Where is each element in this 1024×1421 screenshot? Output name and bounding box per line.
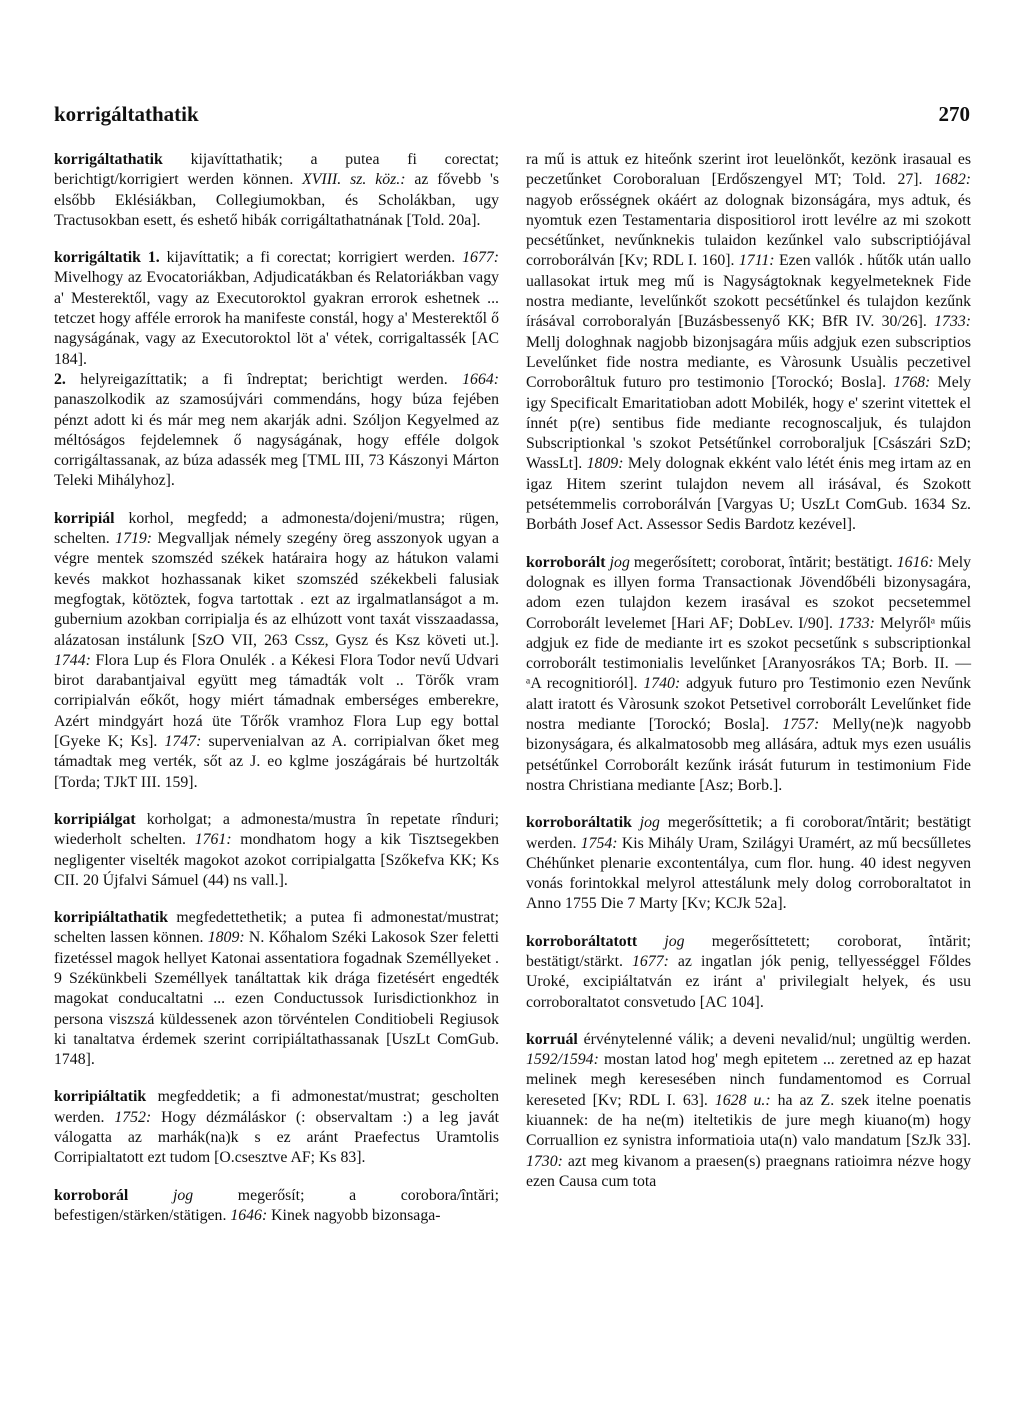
citation-text: Flora Lup és Flora Onulék . a Kékesi Flora Todor nevű Udvari birot darabantjaival együtt meg támadták volt .. Törők vram corripialván eőkőt, hogy miért támadnak emberséges emberekre, Azért mindgyárt hozá üte Tőrők vramhoz Flora Lup egy bottal [Gyeke K; Ks]. (54, 651, 499, 751)
entry-korroboralt (526, 553, 971, 797)
entry-text (526, 813, 971, 914)
citation-text: az fővebb 's elsőbb Eklésiákban, Collegiumokban, és Scholákban, ugy Tractusokban esett, és eshető hibák corrigáltathatnának [Told. 20a]. (54, 171, 499, 229)
headword: korroborál (54, 1186, 129, 1204)
citation-text: Mellj dologhnak nagjobb bizonjsagára műis adgjuk ezen subscriptios Levelűnket fide nostra mediante, es Vàrosunk Usuàlis peczetivel Corroborâltuk futuro pro testimonio [Torockó; Bosla]. (526, 333, 971, 392)
citation-text: panaszolkodik az szamosújvári commendáns, hogy búza fejében pénzt adott ki és már meg nem akarják adni. Szóljon Kegyelmed az méltóságos fejdelemnek ő nagyságának, hogy efféle dolgok corrigáltassanak, az búza adassék meg [TML III, 73 Kászonyi Márton Teleki Mihályhoz]. (54, 391, 499, 490)
definition: korholgat; a admonesta/mustra în repetate rînduri; wiederholt schelten. (54, 810, 499, 849)
date-label: 1740: (643, 675, 681, 693)
citation-text: Kis Mihály Uram, Szilágyi Uramért, az mű becsűlletes Chéhűnket plenarie excontentálya, cum flor. hung. 40 idest negyven vonás forintokkal melyrol attestálunk mely dolog corroboraltatot in Anno 1755 Die 7 Marty [Kv; KCJk 52a]. (526, 834, 971, 913)
date-label: 1592/1594: (526, 1051, 599, 1069)
domain-label: jog (609, 553, 630, 571)
citation-text: Mely dolognak es illyen forma Transactionak Jövendőbéli bizonysagára, adom ezen tulajdon kezem irasával es szokot pecsetemmel Corroborált levelemet [Hari AF; DobLev. I/90]. (526, 553, 972, 632)
entry-text (54, 1087, 499, 1168)
citation-text: ra mű is attuk ez hiteőnk szerint irot leuelönkőt, kezönk irasaual es peczetűnket Coroboraluan [Erdőszengyel MT; Told. 27]. (526, 151, 971, 189)
date-label: 1682: (934, 171, 971, 189)
entry-text (54, 370, 499, 492)
entry-continuation (526, 150, 971, 536)
entry-text (526, 150, 971, 536)
domain-label: jog (172, 1186, 194, 1204)
citation-text: az ingatlan jók penig, tellyességgel Főldes Uroké, excipiáltatván ez iránt a' privilegialt helyek, és usu corroboraltatot consvetudo [AC 104]. (526, 952, 972, 1011)
entry-korrigaltatik (54, 248, 499, 492)
definition: megerősíttetik; a fi coroborat/întărit; bestätigt werden. (526, 814, 972, 852)
entry-text (54, 908, 499, 1070)
entry-korroboraltatik (526, 813, 971, 914)
entry-korrual (526, 1030, 971, 1192)
citation-text: N. Kőhalom Széki Lakosok Szer feletti fizetéssel magok hellyet Katonai assentatiora fogadnak Személlyeket . 9 Székünkbeli Személlyek tanáltattak kik drága fizetésért engedték magokat conducaltatni ... ezen Conductussok Iurisdictionkhoz in persona viszszá küldessenek azon törvéntelen Conditiobeli Regiusok ki tanaltatva érdemek szerint corripiáltathassanak [UszLt ComGub. 1748]. (54, 929, 500, 1069)
date-label: 1768: (893, 374, 931, 392)
citation-text: nagyob erősségnek okáért az dolognak bizonságára, mys adtuk, és nyomtuk ezen Testamentaria dispositiorol irott levélre az mi szokott pecsétűnket, nevűnknekis tulaidon kezűnkel valo subscriptiójával corroborálván [Kv; RDL I. 160]. (526, 191, 971, 270)
date-label: 1754: (580, 834, 618, 852)
headword: korripiál (54, 509, 115, 527)
date-label: 1744: (54, 651, 91, 669)
left-column (54, 150, 499, 1243)
headword: korroborált (526, 553, 606, 571)
date-label: 1616: (896, 553, 934, 571)
citation-text: Hogy dézmáláskor (: observaltam :) a leg javát válogatta az marhák(na)k s ez aránt Praefectus Uramtolis Corripialtatott ezt tudom [O.csesztve AF; Ks 83]. (54, 1108, 499, 1167)
citation-text: Ezen vallók . hűtők után uallo uallasokat irtuk meg mű is Nagyságtoknak kegyelmeteknek Fide nostra mediante, levelűnkőt szokott pecsétűnkel és tulajdon kezűnk írásával corroboralyán [Buzásbessenyő KK; BfR IV. 30/26]. (526, 252, 972, 331)
page-number: 270 (938, 102, 970, 126)
citation-text: adgyuk futuro pro Testimonio ezen Nevűnk alatt iratott és Vàrosunk szokot Petsetivel corroborált Levelűnket fide nostra mediante [Torockó; Bosla]. (526, 675, 971, 734)
entry-text (54, 248, 499, 370)
citation-text: supervenialvan az A. corripialvan őket meg támadtak meg verték, sőt az J. eo kglme joszágárais bé hurtzolták [Torda; TJkT III. 159]. (54, 733, 499, 791)
sense-number: 2. (54, 370, 66, 388)
citation-text: Mivelhogy az Evocatoriákban, Adjudicatákban és Relatoriákban vagy a' Mesterektől, vagy az Executoroktol gyakran errorok eshetnek ... tetczet hogy afféle errorok ha manifeste constál, hogy a' Mesterektől ő nagyságának, vagy az Executoroktol löt a' vétek, corrigaltassék [AC 184]. (54, 269, 499, 368)
definition: megerősíttetett; coroborat, întărit; bestätigt/stärkt. (526, 932, 971, 970)
headword: korripiálgat (54, 810, 136, 828)
entry-text (526, 553, 971, 797)
domain-label: jog (639, 814, 660, 832)
entry-text (54, 150, 499, 231)
definition: korhol, megfedd; a admonesta/dojeni/mustra; rügen, schelten. (54, 509, 499, 548)
entry-korroboral (54, 1186, 499, 1227)
citation-text: Melyrőlᵃ műis adgjuk ez fide de mediante irt es szokot pecsetűnk s subscriptionkal corroborált testimonialis levelűnket [Aranyosrákos TA; Borb. II. — ᵃA recognitioról]. (526, 614, 971, 693)
definition: kijavíttatik; a fi corectat; korrigiert werden. (159, 249, 463, 267)
definition: megerősít; a corobora/întări; befestigen/stärken/stätigen. (54, 1186, 499, 1224)
definition: érvénytelenné válik; a deveni nevalid/nul; ungültig werden. (577, 1030, 971, 1048)
citation-text: Melly(ne)k nagyobb bizonyságara, és alkalmatosobb meg allására, adtuk mys ezen usuális petsétűnkel Corroborált kezűnk irását futurum in testimonium Fide nostra Christiana mediante [Asz; Borb.]. (526, 716, 971, 794)
date-label: 1730: (526, 1152, 563, 1170)
entry-korripialtatik (54, 1087, 499, 1168)
running-head (54, 102, 970, 127)
entry-korrigaltathatik (54, 150, 499, 231)
date-label: XVIII. sz. köz.: (302, 171, 406, 189)
date-label: 1711: (738, 252, 775, 270)
running-title: korrigáltathatik (54, 102, 199, 126)
citation-text: ha az Z. szek itelne poenatis kiuannek: de ha ne(m) iteltetikis de jure megh kiuano(m) hogy Corruallion ez synistra informatioia uta(n) valo mandatum [SzJk 33]. (526, 1091, 971, 1150)
definition: megfedettethetik; a putea fi admonestat/mustrat; schelten lassen können. (54, 909, 499, 947)
date-label: 1747: (164, 733, 202, 751)
date-label: 1761: (194, 831, 232, 849)
date-label: 1719: (115, 530, 153, 548)
date-label: 1646: (230, 1206, 268, 1224)
date-label: 1809: (586, 455, 624, 473)
citation-text: Mely dolognak ekként valo létét énis meg irtam az en igaz Hitem szerint tulajdon nevem all irásával, és Szokott petsétemmelis corroborálván [Vargyas U; UszLt ComGub. 1634 Sz. Borbáth Josef Act. Assessor Sedis Bardotz kezével]. (526, 455, 971, 534)
definition: megfeddetik; a fi admonestat/mustrat; gescholten werden. (54, 1088, 499, 1126)
date-label: 1664: (462, 370, 499, 388)
headword: korrigáltathatik (54, 151, 163, 168)
date-label: 1809: (207, 929, 245, 947)
headword: korripiáltatik (54, 1088, 147, 1106)
definition: megerősített; coroborat, întărit; bestätigt. (629, 553, 897, 571)
date-label: 1677: (462, 249, 499, 267)
headword: korruál (526, 1030, 578, 1048)
headword: korrigáltatik (54, 249, 141, 267)
citation-text: mondhatom hogy a kik Tisztsegekben negligenter viselték magokot azokot corripialgatta [Szőkefva KK; Ks CII. 20 Újfalvi Sámuel (44) ns vall.]. (54, 831, 499, 889)
date-label: 1733: (934, 313, 971, 331)
headword: korripiáltathatik (54, 909, 169, 927)
citation-text: azt meg kivanom a praesen(s) praegnans ratioimra nézve hogy ezen Causa cum tota (526, 1152, 971, 1190)
entry-korroboraltatott (526, 932, 971, 1013)
headword: korroboráltatott (526, 932, 638, 950)
definition: kijavíttathatik; a putea fi corectat; berichtigt/korrigiert werden können. (54, 151, 499, 189)
entry-text (526, 932, 971, 1013)
citation-text: mostan latod hog' megh epitetem ... zeretned az ep hazat melinek megh keresesében ninch fundamentomod es Corrual kereseted [Kv; RDL I. 63]. (526, 1051, 971, 1109)
entry-text (526, 1030, 971, 1192)
date-label: 1677: (632, 952, 669, 970)
headword: korroboráltatik (526, 814, 632, 832)
date-label: 1752: (114, 1108, 152, 1126)
citation-text: Kinek nagyobb bizonsaga- (267, 1206, 441, 1224)
entry-korripialgat (54, 810, 499, 891)
entry-korripialtathatik (54, 908, 499, 1070)
entry-text (54, 810, 499, 891)
date-label: 1628 u.: (714, 1091, 771, 1109)
entry-korripial (54, 509, 499, 793)
date-label: 1757: (782, 716, 820, 734)
sense-number: 1. (147, 249, 160, 267)
domain-label: jog (664, 932, 685, 950)
right-column (526, 150, 971, 1209)
citation-text: Mely igy Specificalt Emaritatioban adott Mobilék, hogy e' szerint vitettek el ínnét p(re) sentibus fide mediante recognoscaljuk, és tulajdon Subscriptionkal 's szokot Petsétűnkel corroboraljuk [Császári SzD; WassLt]. (526, 374, 971, 473)
date-label: 1733: (838, 614, 875, 632)
entry-text (54, 509, 499, 793)
entry-text (54, 1186, 499, 1227)
definition: helyreigazíttatik; a fi îndreptat; berichtigt werden. (65, 370, 463, 388)
citation-text: Megvalljak némely szegény öreg asszonyok ugyan a végre mentek szomszéd székek határaira hogy az hátukon valami kevés makkot hozhassanak kiket szomszéd székekbeli falusiak megfogtak, kötöztek, fogva tartottak . ezt az irgalmatlanságot a m. gubernium azokban corripialja és az elhúzott vont taxát visszaadassa, alázatosan instálunk [SzO VII, 263 Cssz, Gysz és Ksz követi ut.]. (54, 530, 499, 649)
